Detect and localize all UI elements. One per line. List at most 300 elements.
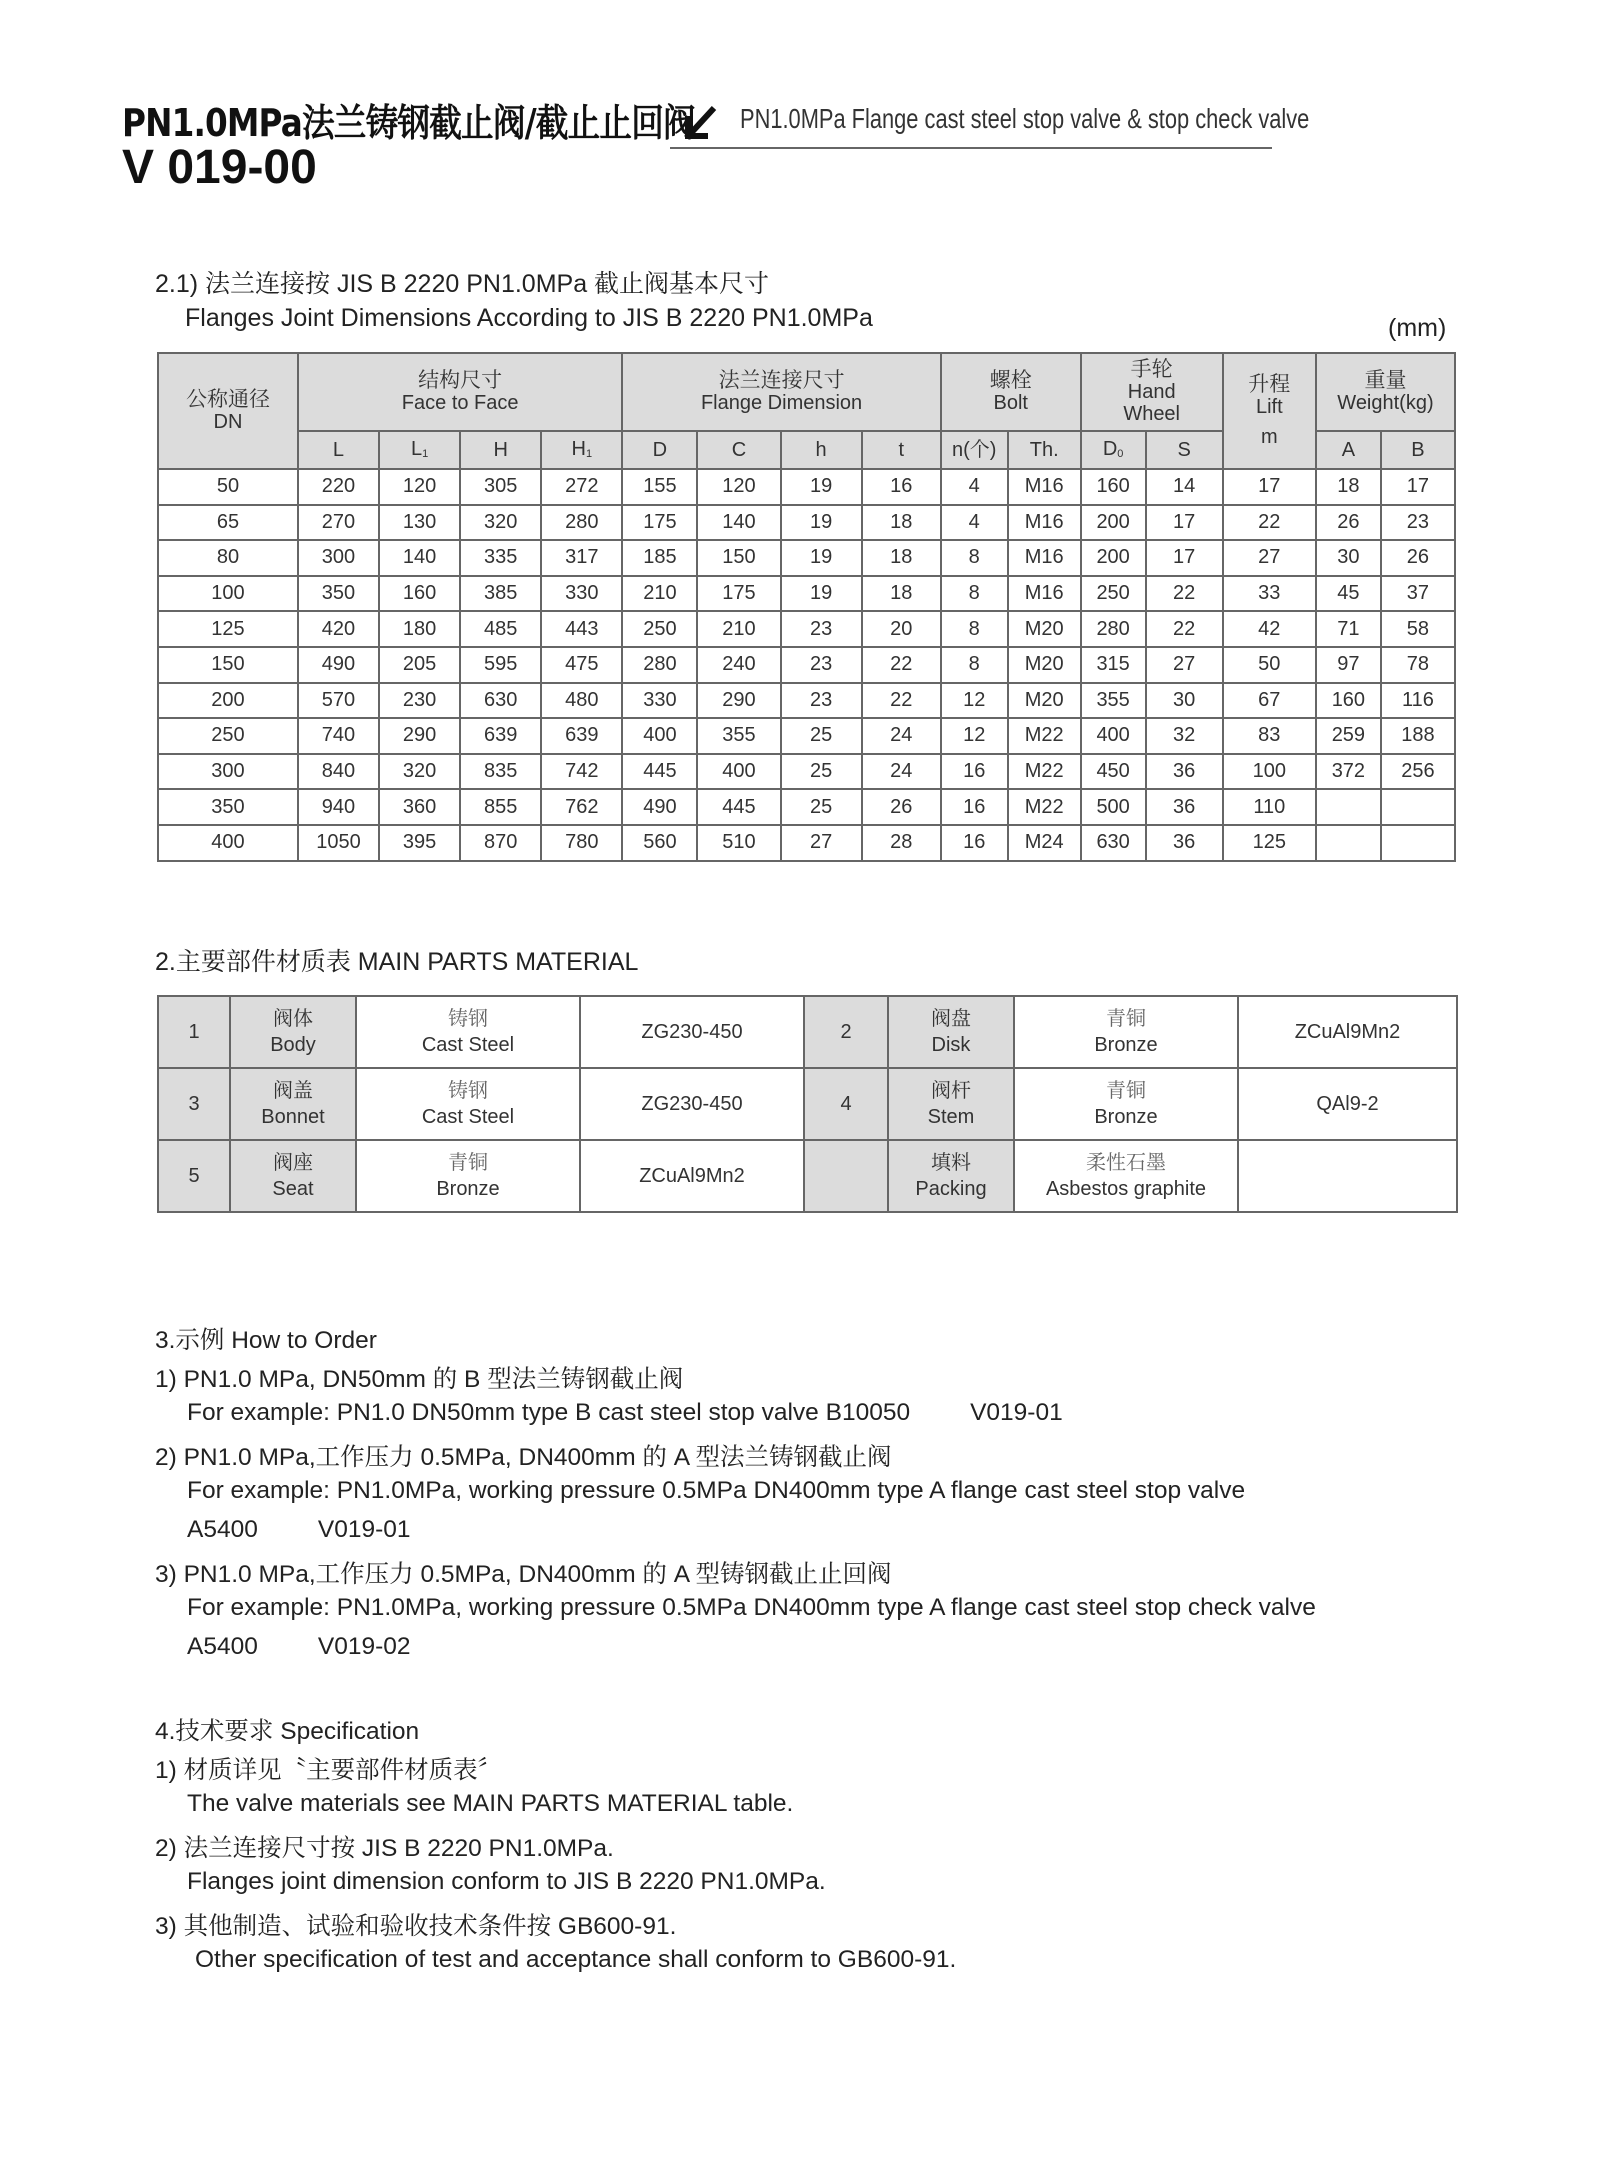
part-name-cn: 填料 — [931, 1152, 971, 1174]
cell-Th: M22 — [1008, 789, 1081, 825]
part-name-en: Disk — [931, 1034, 971, 1056]
table-row — [158, 718, 1455, 754]
cell-H: 835 — [460, 754, 541, 790]
header-wheel-cn: 手轮 — [1130, 358, 1173, 381]
cell-D0: 200 — [1081, 505, 1146, 541]
cell-n: 4 — [941, 505, 1008, 541]
spec-item-1-en: The valve materials see MAIN PARTS MATERIAL table. — [187, 1790, 794, 1817]
col-C: C — [697, 431, 780, 469]
spec-item-2-en: Flanges joint dimension conform to JIS B 2220 PN1.0MPa. — [187, 1868, 826, 1895]
cell-H1: 480 — [541, 683, 622, 719]
col-h: h — [781, 431, 862, 469]
cell-h: 19 — [781, 576, 862, 612]
materials-table — [157, 995, 1458, 1213]
table-row — [158, 754, 1455, 790]
col-B: B — [1381, 431, 1455, 469]
cell-H1: 317 — [541, 540, 622, 576]
cell-C: 120 — [697, 469, 780, 505]
cell-Th: M20 — [1008, 647, 1081, 683]
table-row — [158, 505, 1455, 541]
table-row — [158, 647, 1455, 683]
cell-t: 16 — [862, 469, 941, 505]
material-grade — [580, 996, 804, 1068]
material-grade — [580, 1068, 804, 1140]
order-item-3-code: V019-02 — [317, 1633, 411, 1660]
cell-h: 23 — [781, 611, 862, 647]
cell-lift: 110 — [1223, 789, 1316, 825]
cell-L: 270 — [298, 505, 379, 541]
part-number — [804, 996, 888, 1068]
cell-L1: 160 — [379, 576, 460, 612]
col-t: t — [862, 431, 941, 469]
cell-L1: 120 — [379, 469, 460, 505]
cell-D: 330 — [622, 683, 697, 719]
spec-heading: 4.技术要求 Specification — [155, 1718, 420, 1745]
cell-S: 17 — [1146, 505, 1223, 541]
cell-L: 570 — [298, 683, 379, 719]
header-weight-cn: 重量 — [1364, 369, 1407, 392]
cell-D0: 500 — [1081, 789, 1146, 825]
header-bolt — [941, 353, 1081, 431]
col-H: H — [460, 431, 541, 469]
cell-C: 240 — [697, 647, 780, 683]
header-weight — [1316, 353, 1455, 431]
header-weight-en: Weight(kg) — [1337, 392, 1434, 414]
cell-S: 22 — [1146, 611, 1223, 647]
order-item-2-model-line — [155, 1516, 411, 1544]
arrow-down-left-icon — [684, 104, 718, 140]
order-item-3-cn: 3) PN1.0 MPa,工作压力 0.5MPa, DN400mm 的 A 型铸钢截止止回阀 — [155, 1561, 892, 1588]
cell-dn: 350 — [158, 789, 298, 825]
cell-h: 25 — [781, 789, 862, 825]
cell-t: 28 — [862, 825, 941, 861]
cell-Th: M16 — [1008, 505, 1081, 541]
cell-C: 510 — [697, 825, 780, 861]
part-name — [230, 1068, 356, 1140]
cell-lift: 33 — [1223, 576, 1316, 612]
material-cn: 铸钢 — [448, 1008, 488, 1030]
header-f2f-en: Face to Face — [401, 392, 519, 414]
header-flange-cn: 法兰连接尺寸 — [718, 369, 845, 392]
col-Th: Th. — [1008, 431, 1081, 469]
part-number — [158, 1068, 230, 1140]
cell-H: 305 — [460, 469, 541, 505]
spec-item-2-cn: 2) 法兰连接尺寸按 JIS B 2220 PN1.0MPa. — [155, 1835, 614, 1862]
col-D: D — [622, 431, 697, 469]
cell-D0: 630 — [1081, 825, 1146, 861]
cell-D: 210 — [622, 576, 697, 612]
dimensions-subheading: Flanges Joint Dimensions According to JIS B 2220 PN1.0MPa — [185, 304, 873, 332]
material-en: Cast Steel — [421, 1034, 515, 1056]
header-lift-cn: 升程 — [1248, 373, 1291, 396]
cell-dn: 80 — [158, 540, 298, 576]
header-dn-cn: 公称通径 — [185, 388, 270, 411]
part-number — [804, 1068, 888, 1140]
material-en: Bronze — [436, 1178, 500, 1200]
material-en: Cast Steel — [421, 1106, 515, 1128]
header-f2f-cn: 结构尺寸 — [418, 369, 503, 392]
material-grade-text: ZCuAl9Mn2 — [1294, 1021, 1401, 1043]
order-item-1-en — [155, 1399, 1063, 1427]
col-H1: $H_1$ — [541, 431, 622, 469]
cell-h: 27 — [781, 825, 862, 861]
part-number-text: 3 — [188, 1093, 200, 1115]
cell-D: 490 — [622, 789, 697, 825]
header-lift — [1223, 353, 1316, 469]
header-dn-en: DN — [213, 411, 243, 433]
material-cn: 柔性石墨 — [1086, 1152, 1166, 1174]
cell-dn: 400 — [158, 825, 298, 861]
cell-t: 22 — [862, 647, 941, 683]
cell-S: 36 — [1146, 754, 1223, 790]
order-item-2-model: A5400 — [187, 1516, 258, 1543]
cell-D0: 280 — [1081, 611, 1146, 647]
part-name-cn: 阀座 — [273, 1152, 313, 1174]
col-L: L — [298, 431, 379, 469]
part-name — [230, 1140, 356, 1212]
material-name — [356, 1140, 580, 1212]
cell-L1: 180 — [379, 611, 460, 647]
cell-D0: 315 — [1081, 647, 1146, 683]
cell-H: 385 — [460, 576, 541, 612]
cell-H1: 330 — [541, 576, 622, 612]
part-name-cn: 阀盘 — [931, 1008, 971, 1030]
spec-item-3-cn: 3) 其他制造、试验和验收技术条件按 GB600-91. — [155, 1913, 677, 1940]
cell-L1: 130 — [379, 505, 460, 541]
cell-weight-B: 188 — [1381, 718, 1455, 754]
part-name — [888, 1140, 1014, 1212]
cell-D: 560 — [622, 825, 697, 861]
order-item-2-en: For example: PN1.0MPa, working pressure 0.5MPa DN400mm type A flange cast steel stop valve — [187, 1477, 1246, 1504]
material-grade — [1238, 1140, 1457, 1212]
material-name — [356, 1068, 580, 1140]
cell-H: 320 — [460, 505, 541, 541]
spec-item-3-en: Other specification of test and acceptance shall conform to GB600-91. — [195, 1946, 957, 1973]
part-number — [158, 1140, 230, 1212]
material-name — [356, 996, 580, 1068]
material-row — [158, 1068, 1457, 1140]
cell-D0: 400 — [1081, 718, 1146, 754]
cell-L: 350 — [298, 576, 379, 612]
dimensions-heading: 2.1) 法兰连接按 JIS B 2220 PN1.0MPa 截止阀基本尺寸 — [155, 270, 770, 298]
part-number-text: 5 — [188, 1165, 200, 1187]
cell-t: 22 — [862, 683, 941, 719]
material-cn: 铸钢 — [448, 1080, 488, 1102]
col-n: n(个) — [941, 431, 1008, 469]
order-item-1-code: V019-01 — [970, 1399, 1063, 1426]
cell-weight-A — [1316, 789, 1381, 825]
cell-h: 23 — [781, 647, 862, 683]
table-row — [158, 540, 1455, 576]
cell-weight-A: 30 — [1316, 540, 1381, 576]
cell-H1: 762 — [541, 789, 622, 825]
col-D0: $D_0$ — [1081, 431, 1146, 469]
cell-n: 12 — [941, 683, 1008, 719]
header-face-to-face — [298, 353, 622, 431]
cell-D: 400 — [622, 718, 697, 754]
cell-lift: 17 — [1223, 469, 1316, 505]
part-name — [230, 996, 356, 1068]
cell-C: 210 — [697, 611, 780, 647]
order-item-2-code: V019-01 — [317, 1516, 411, 1543]
cell-h: 23 — [781, 683, 862, 719]
cell-n: 8 — [941, 540, 1008, 576]
cell-weight-A: 160 — [1316, 683, 1381, 719]
cell-L: 940 — [298, 789, 379, 825]
cell-weight-A — [1316, 825, 1381, 861]
cell-S: 17 — [1146, 540, 1223, 576]
part-number — [158, 996, 230, 1068]
material-grade-text: ZG230-450 — [641, 1093, 743, 1115]
cell-L1: 320 — [379, 754, 460, 790]
material-cn: 青铜 — [1106, 1008, 1146, 1030]
col-A: A — [1316, 431, 1381, 469]
cell-H1: 475 — [541, 647, 622, 683]
cell-weight-A: 45 — [1316, 576, 1381, 612]
cell-H: 595 — [460, 647, 541, 683]
cell-weight-A: 18 — [1316, 469, 1381, 505]
cell-S: 22 — [1146, 576, 1223, 612]
cell-L: 490 — [298, 647, 379, 683]
cell-dn: 100 — [158, 576, 298, 612]
cell-weight-A: 71 — [1316, 611, 1381, 647]
cell-Th: M20 — [1008, 611, 1081, 647]
cell-L1: 205 — [379, 647, 460, 683]
cell-L: 840 — [298, 754, 379, 790]
order-item-1-cn: 1) PN1.0 MPa, DN50mm 的 B 型法兰铸钢截止阀 — [155, 1366, 684, 1393]
cell-L1: 395 — [379, 825, 460, 861]
cell-D0: 160 — [1081, 469, 1146, 505]
cell-weight-B: 116 — [1381, 683, 1455, 719]
cell-D0: 450 — [1081, 754, 1146, 790]
material-grade — [1238, 996, 1457, 1068]
cell-lift: 27 — [1223, 540, 1316, 576]
cell-H: 855 — [460, 789, 541, 825]
header-flange-dimension — [622, 353, 940, 431]
cell-weight-B: 26 — [1381, 540, 1455, 576]
cell-n: 16 — [941, 754, 1008, 790]
cell-Th: M16 — [1008, 469, 1081, 505]
cell-t: 18 — [862, 505, 941, 541]
cell-D: 445 — [622, 754, 697, 790]
cell-C: 290 — [697, 683, 780, 719]
cell-D0: 200 — [1081, 540, 1146, 576]
cell-n: 8 — [941, 647, 1008, 683]
cell-weight-A: 97 — [1316, 647, 1381, 683]
part-name-en: Stem — [927, 1106, 975, 1128]
order-item-1-example: For example: PN1.0 DN50mm type B cast steel stop valve B10050 — [187, 1399, 911, 1426]
cell-lift: 100 — [1223, 754, 1316, 790]
cell-lift: 125 — [1223, 825, 1316, 861]
cell-weight-B: 58 — [1381, 611, 1455, 647]
cell-C: 355 — [697, 718, 780, 754]
cell-t: 18 — [862, 540, 941, 576]
part-number-text: 1 — [188, 1021, 200, 1043]
cell-t: 24 — [862, 718, 941, 754]
cell-weight-A: 259 — [1316, 718, 1381, 754]
cell-lift: 50 — [1223, 647, 1316, 683]
cell-D0: 250 — [1081, 576, 1146, 612]
cell-H: 630 — [460, 683, 541, 719]
order-item-3-model: A5400 — [187, 1633, 258, 1660]
cell-weight-B: 23 — [1381, 505, 1455, 541]
cell-t: 26 — [862, 789, 941, 825]
part-number — [804, 1140, 888, 1212]
cell-weight-B — [1381, 789, 1455, 825]
part-name — [888, 1068, 1014, 1140]
material-name — [1014, 1140, 1238, 1212]
header-wheel-en-2: Wheel — [1123, 403, 1181, 425]
cell-D: 280 — [622, 647, 697, 683]
cell-weight-A: 372 — [1316, 754, 1381, 790]
cell-weight-B — [1381, 825, 1455, 861]
title-underline — [670, 147, 1272, 149]
cell-n: 16 — [941, 825, 1008, 861]
cell-L1: 140 — [379, 540, 460, 576]
table-row — [158, 825, 1455, 861]
cell-t: 18 — [862, 576, 941, 612]
cell-dn: 65 — [158, 505, 298, 541]
header-lift-en: Lift — [1255, 396, 1283, 418]
cell-S: 32 — [1146, 718, 1223, 754]
cell-h: 25 — [781, 718, 862, 754]
cell-L: 300 — [298, 540, 379, 576]
cell-Th: M20 — [1008, 683, 1081, 719]
order-item-3-en: For example: PN1.0MPa, working pressure 0.5MPa DN400mm type A flange cast steel stop check valve — [187, 1594, 1316, 1621]
cell-lift: 67 — [1223, 683, 1316, 719]
cell-S: 36 — [1146, 789, 1223, 825]
spec-item-1-cn: 1) 材质详见〝主要部件材质表〞 — [155, 1757, 503, 1784]
header-lift-unit: m — [1260, 426, 1278, 448]
cell-H1: 639 — [541, 718, 622, 754]
dimensions-table — [157, 352, 1456, 862]
cell-H1: 280 — [541, 505, 622, 541]
part-name-en: Body — [270, 1034, 316, 1056]
material-grade — [1238, 1068, 1457, 1140]
table-row — [158, 576, 1455, 612]
cell-h: 19 — [781, 505, 862, 541]
material-row — [158, 1140, 1457, 1212]
header-hand-wheel — [1081, 353, 1223, 431]
order-heading: 3.示例 How to Order — [155, 1327, 377, 1354]
table-row — [158, 789, 1455, 825]
header-flange-en: Flange Dimension — [700, 392, 863, 414]
cell-H: 335 — [460, 540, 541, 576]
part-number-text: 4 — [840, 1093, 852, 1115]
cell-Th: M22 — [1008, 718, 1081, 754]
part-name-cn: 阀盖 — [273, 1080, 313, 1102]
cell-weight-B: 17 — [1381, 469, 1455, 505]
cell-dn: 125 — [158, 611, 298, 647]
cell-weight-B: 37 — [1381, 576, 1455, 612]
material-grade — [580, 1140, 804, 1212]
part-name-cn: 阀体 — [273, 1008, 313, 1030]
cell-h: 25 — [781, 754, 862, 790]
cell-weight-A: 26 — [1316, 505, 1381, 541]
material-cn: 青铜 — [1106, 1080, 1146, 1102]
cell-L: 220 — [298, 469, 379, 505]
cell-dn: 250 — [158, 718, 298, 754]
cell-C: 140 — [697, 505, 780, 541]
cell-C: 175 — [697, 576, 780, 612]
part-name-cn: 阀杆 — [931, 1080, 971, 1102]
cell-S: 14 — [1146, 469, 1223, 505]
part-name-en: Packing — [915, 1178, 987, 1200]
cell-weight-B: 256 — [1381, 754, 1455, 790]
cell-Th: M16 — [1008, 540, 1081, 576]
cell-t: 24 — [862, 754, 941, 790]
cell-H: 639 — [460, 718, 541, 754]
col-S: S — [1146, 431, 1223, 469]
cell-dn: 300 — [158, 754, 298, 790]
material-cn: 青铜 — [448, 1152, 488, 1174]
cell-t: 20 — [862, 611, 941, 647]
material-en: Asbestos graphite — [1045, 1178, 1207, 1200]
cell-H: 870 — [460, 825, 541, 861]
cell-L1: 360 — [379, 789, 460, 825]
unit-label: (mm) — [1388, 314, 1447, 342]
table-row — [158, 683, 1455, 719]
cell-n: 8 — [941, 576, 1008, 612]
material-name — [1014, 996, 1238, 1068]
cell-n: 4 — [941, 469, 1008, 505]
cell-D: 175 — [622, 505, 697, 541]
header-dn — [158, 353, 298, 469]
material-name — [1014, 1068, 1238, 1140]
cell-dn: 50 — [158, 469, 298, 505]
cell-L: 1050 — [298, 825, 379, 861]
order-item-3-model-line — [155, 1633, 411, 1661]
cell-H: 485 — [460, 611, 541, 647]
table-row — [158, 469, 1455, 505]
cell-dn: 200 — [158, 683, 298, 719]
cell-S: 30 — [1146, 683, 1223, 719]
part-number-text: 2 — [840, 1021, 852, 1043]
cell-weight-B: 78 — [1381, 647, 1455, 683]
material-en: Bronze — [1094, 1034, 1158, 1056]
header-bolt-cn: 螺栓 — [989, 369, 1032, 392]
cell-D0: 355 — [1081, 683, 1146, 719]
cell-H1: 443 — [541, 611, 622, 647]
cell-H1: 742 — [541, 754, 622, 790]
cell-C: 150 — [697, 540, 780, 576]
cell-Th: M24 — [1008, 825, 1081, 861]
cell-D: 250 — [622, 611, 697, 647]
material-grade-text: QAl9-2 — [1316, 1093, 1379, 1115]
cell-Th: M22 — [1008, 754, 1081, 790]
cell-n: 12 — [941, 718, 1008, 754]
title-english: PN1.0MPa Flange cast steel stop valve & stop check valve — [740, 103, 1310, 134]
materials-heading: 2.主要部件材质表 MAIN PARTS MATERIAL — [155, 948, 639, 976]
header-wheel-en-1: Hand — [1127, 381, 1176, 403]
cell-n: 16 — [941, 789, 1008, 825]
title-chinese: PN1.0MPa法兰铸钢截止阀/截止止回阀 — [122, 101, 695, 145]
cell-lift: 22 — [1223, 505, 1316, 541]
material-grade-text: ZCuAl9Mn2 — [639, 1165, 745, 1187]
cell-Th: M16 — [1008, 576, 1081, 612]
cell-n: 8 — [941, 611, 1008, 647]
part-name-en: Bonnet — [261, 1106, 325, 1128]
table-row — [158, 611, 1455, 647]
part-name-en: Seat — [272, 1178, 314, 1200]
cell-dn: 150 — [158, 647, 298, 683]
cell-lift: 42 — [1223, 611, 1316, 647]
part-name — [888, 996, 1014, 1068]
cell-S: 36 — [1146, 825, 1223, 861]
cell-h: 19 — [781, 469, 862, 505]
cell-S: 27 — [1146, 647, 1223, 683]
model-code: V 019-00 — [122, 141, 317, 194]
